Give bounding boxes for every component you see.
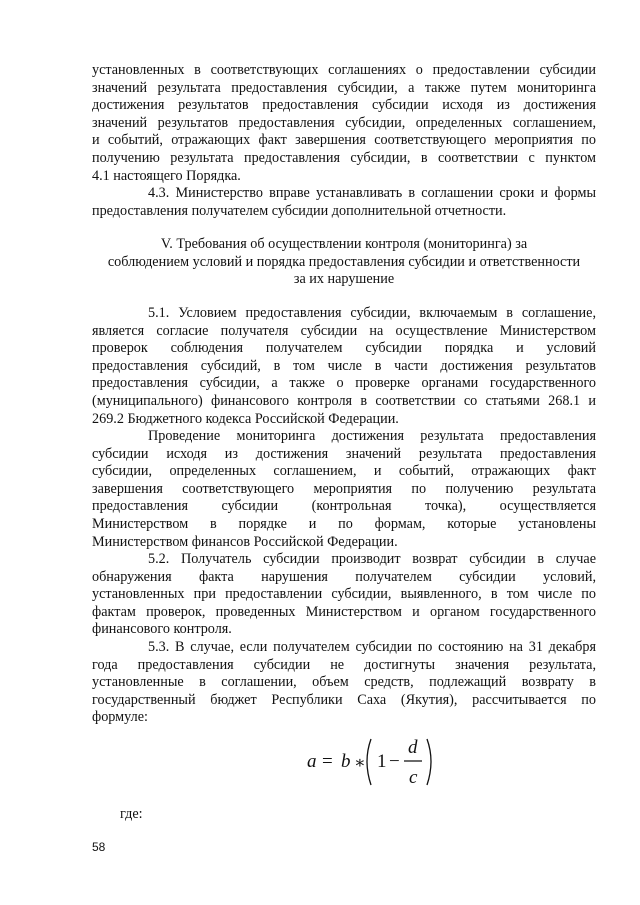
text-line: установленных в соответствующих соглашениях о предоставлении субсидии [92,62,596,78]
text-line: Министерством финансов Российской Федерации. [92,533,398,550]
where-label: где: [120,806,143,822]
paragraph [92,428,596,551]
formula-times: ∗ [354,753,366,772]
formula-a: a [307,751,317,772]
formula-c: c [409,767,418,788]
text-line: 5.3. В случае, если получателем субсидии по состоянию на 31 декабря [148,639,596,655]
paragraph [92,185,596,220]
section-heading [92,236,596,289]
formula-one: 1 [377,751,387,772]
text-line: Министерством в порядке и по формам, которые установлены [92,515,596,532]
formula-b: b [341,751,351,772]
formula-eq: = [322,751,333,772]
heading-line: V. Требования об осуществлении контроля (мониторинга) за [160,236,528,252]
text-line: установленных при предоставлении субсидии, выявленного, в том числе по [92,586,596,603]
text-line: года предоставления субсидии не достигнуты значения результата, [92,656,596,673]
text-line: финансового контроля. [92,621,232,638]
text-line: субсидии исходя из достижения значений результата предоставления [92,445,596,462]
text-line: значений результата предоставления субсидии, а также путем мониторинга [92,79,596,96]
text-line: предоставления субсидии, а также о проверке органами государственного [92,375,596,392]
text-line: достижения результатов предоставления субсидии исходя из достижения [92,97,596,114]
paragraph [92,551,596,639]
text-line: 5.1. Условием предоставления субсидии, включаемым в соглашение, [148,305,596,321]
text-line: предоставления субсидии (контрольная точка), осуществляется [92,498,596,515]
right-paren [427,739,431,785]
text-line: получению результата предоставления субсидии, в соответствии с пунктом [92,149,596,166]
paragraph [92,62,596,185]
text-line: формуле: [92,709,148,726]
text-line: 4.1 настоящего Порядка. [92,167,241,184]
text-line: Проведение мониторинга достижения результата предоставления [148,428,596,444]
text-line: 4.3. Министерство вправе устанавливать в соглашении сроки и формы [148,185,596,201]
text-line: проверок соблюдения получателем субсидии порядка и условий [92,340,596,357]
formula [305,733,465,789]
text-line: обнаружения факта нарушения получателем субсидии условий, [92,568,596,585]
text-line: 5.2. Получатель субсидии производит возврат субсидии в случае [148,551,596,567]
formula-minus: − [389,751,400,772]
text-line: завершения соответствующего мероприятия по получению результата [92,480,596,497]
text-line: значений результатов предоставления субсидии, определенных соглашением, [92,114,596,131]
text-line: предоставления субсидий, в том числе в части достижения результатов [92,357,596,374]
text-line: субсидии, определенных соглашением, и событий, отражающих факт [92,463,596,480]
paragraph [92,305,596,428]
page-number: 58 [92,840,106,854]
text-line: фактам проверок, проведенных Министерством и органом государственного [92,603,596,620]
left-paren [367,739,371,785]
text-line: (муниципального) финансового контроля в соответствии со статьями 268.1 и [92,392,596,409]
text-line: является согласие получателя субсидии на осуществление Министерством [92,322,596,339]
formula-d: d [408,737,418,758]
text-line: государственный бюджет Республики Саха (Якутия), рассчитывается по [92,691,596,708]
text-line: предоставления получателем субсидии дополнительной отчетности. [92,202,507,219]
text-line: и событий, отражающих факт завершения соответствующего мероприятия по [92,132,596,149]
text-line: установленные в соглашении, объем средств, подлежащий возврату в [92,674,596,691]
paragraph [92,639,596,727]
text-line: 269.2 Бюджетного кодекса Российской Федерации. [92,410,399,427]
heading-line: за их нарушение [293,271,395,288]
heading-line: соблюдением условий и порядка предоставления субсидии и ответственности [107,253,581,270]
